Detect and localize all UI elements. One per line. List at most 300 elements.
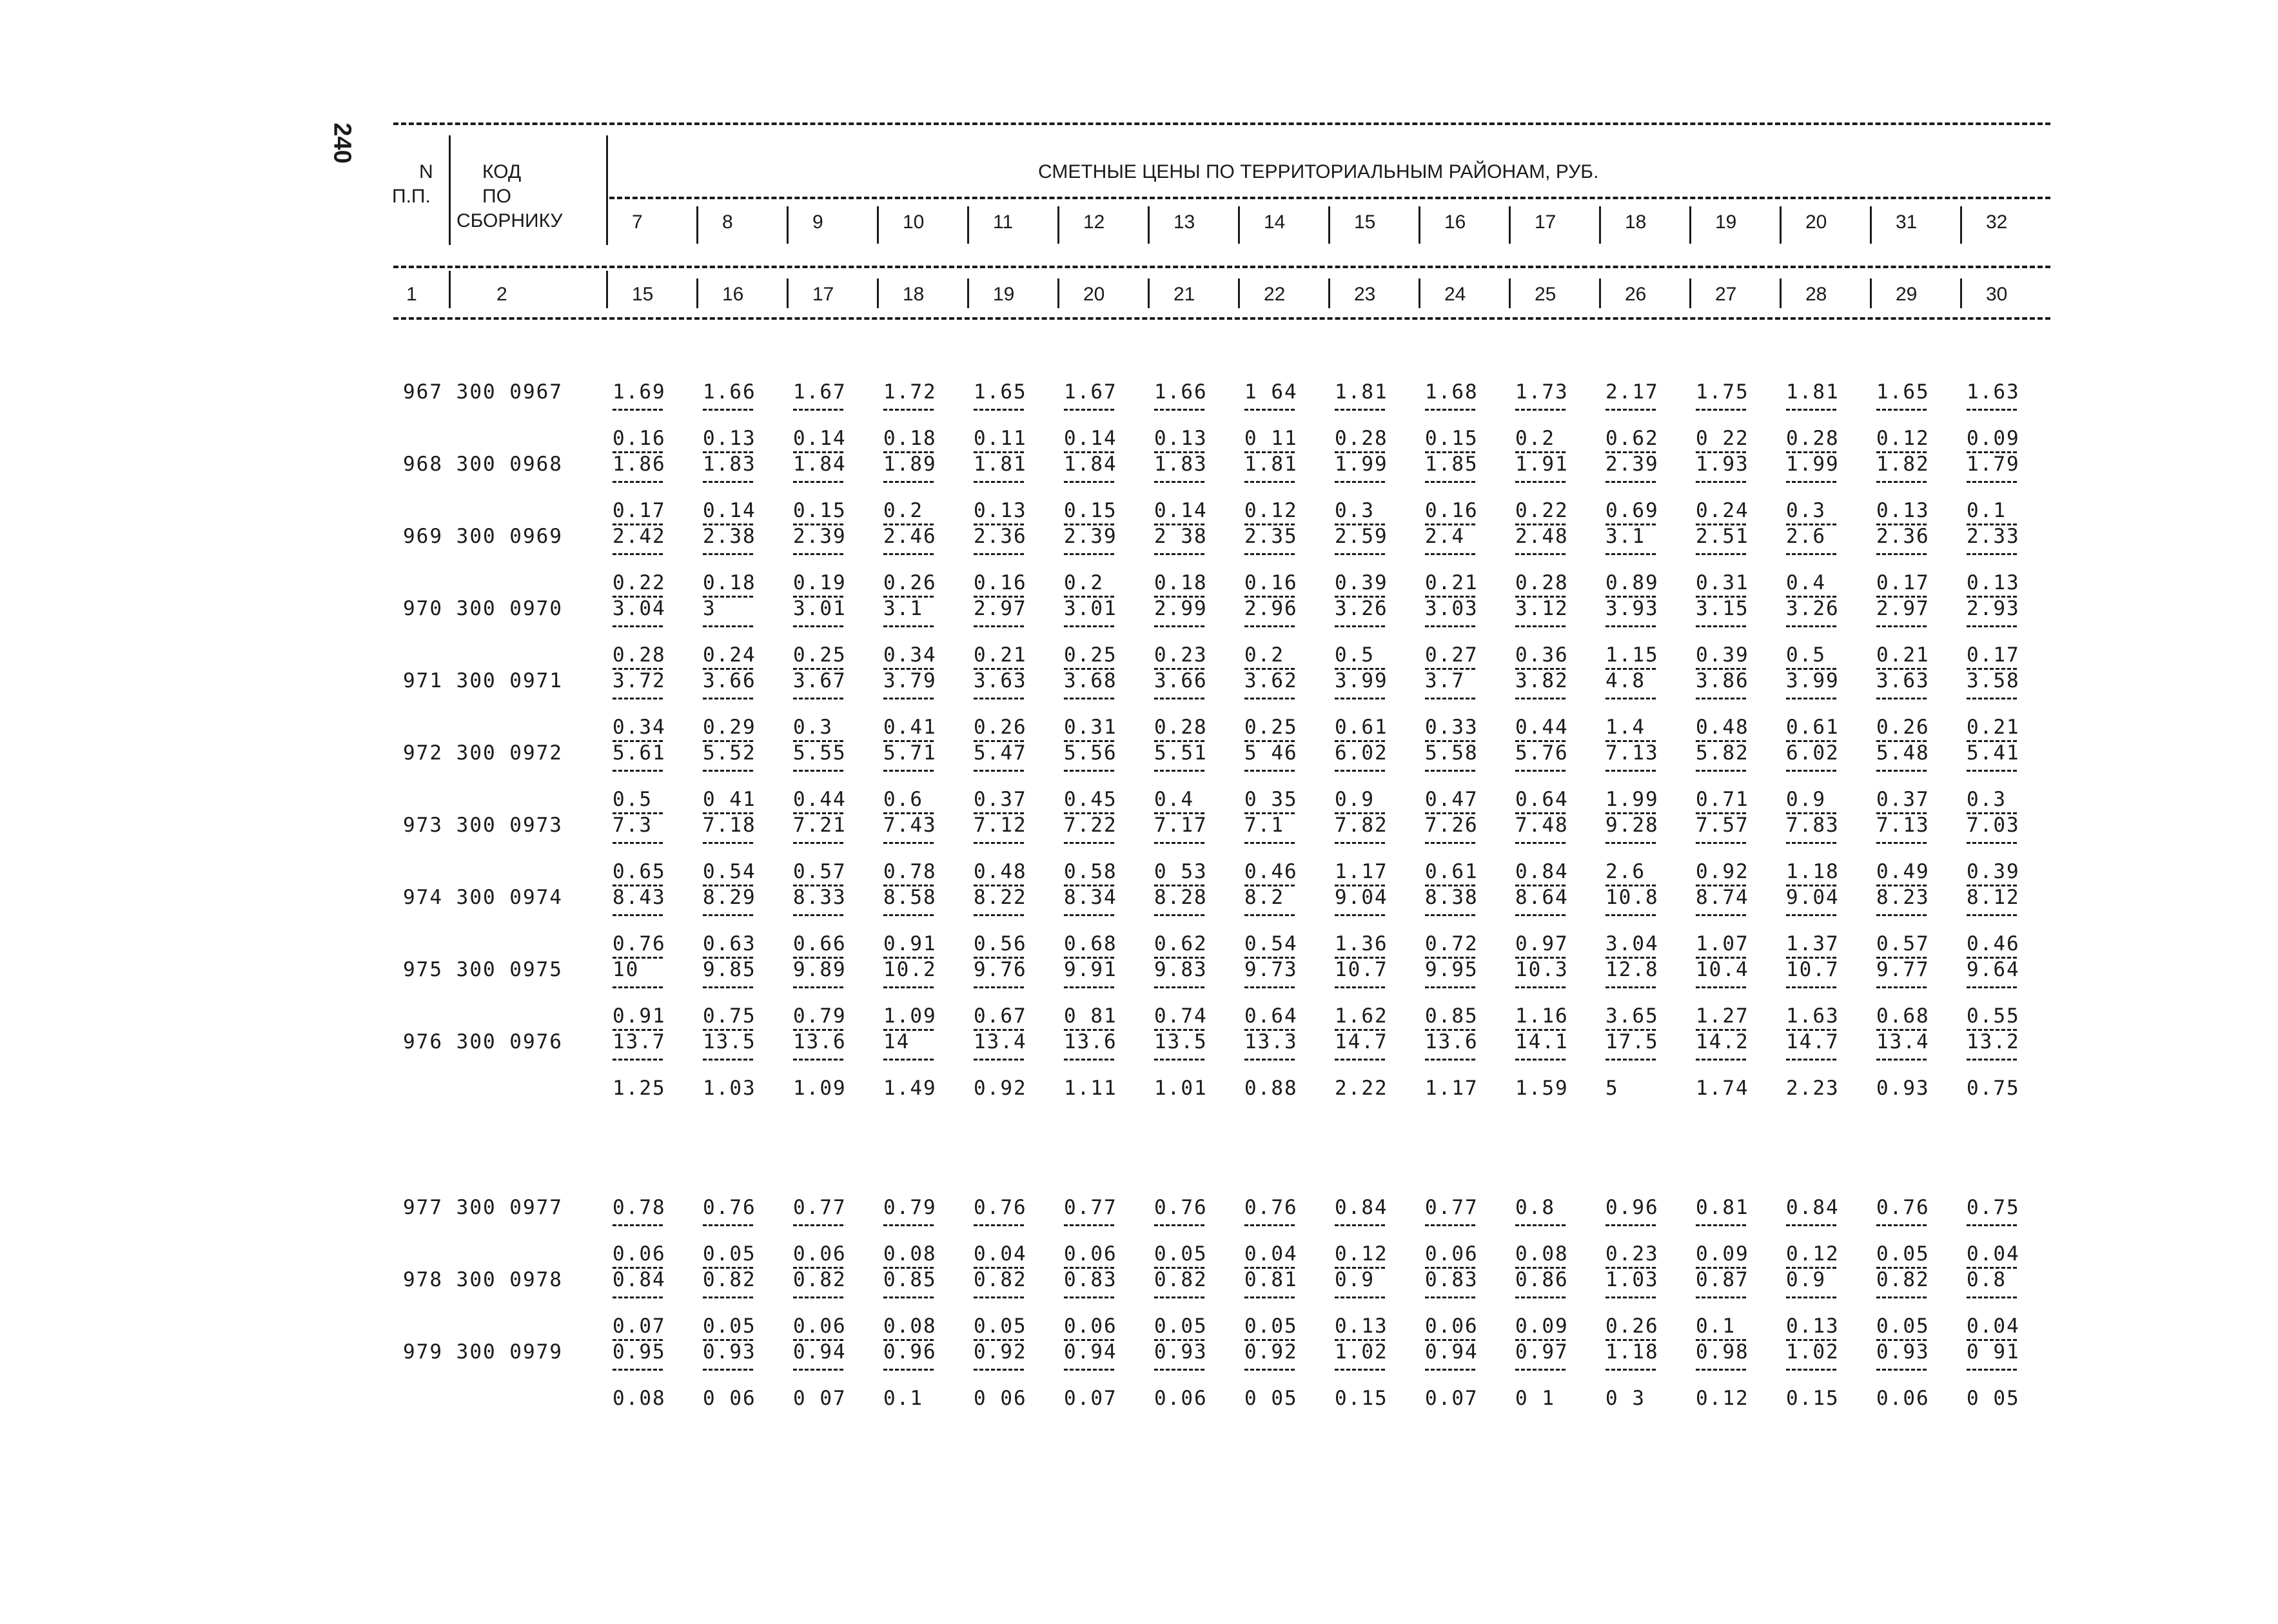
price-value: 0.18 bbox=[703, 571, 756, 594]
price-value: 0.12 bbox=[1876, 427, 1930, 450]
price-value: 0.16 bbox=[1425, 499, 1478, 522]
price-value: 0.28 bbox=[613, 643, 666, 667]
fraction-divider bbox=[883, 1224, 934, 1226]
price-value: 0.22 bbox=[1515, 499, 1569, 522]
fraction-divider bbox=[703, 553, 753, 555]
row-code-label: 972 300 0972 bbox=[403, 741, 563, 765]
fraction-divider bbox=[883, 770, 934, 772]
fraction-divider bbox=[1244, 986, 1295, 988]
fraction-divider bbox=[974, 1224, 1024, 1226]
price-value: 0.6 bbox=[883, 788, 923, 811]
price-value: 3.93 bbox=[1605, 597, 1659, 620]
price-value: 10.7 bbox=[1335, 958, 1388, 981]
header-column-index: 26 bbox=[1625, 284, 1647, 305]
price-value: 10.8 bbox=[1605, 886, 1659, 909]
price-value: 1.83 bbox=[1154, 453, 1208, 476]
fraction-divider bbox=[703, 986, 753, 988]
price-value: 0.05 bbox=[1244, 1315, 1298, 1338]
header-divider bbox=[787, 206, 789, 244]
price-value: 3.04 bbox=[1605, 932, 1659, 955]
fraction-divider bbox=[1967, 1059, 2017, 1061]
fraction-divider bbox=[703, 1369, 753, 1371]
price-value: 0.25 bbox=[1064, 643, 1117, 667]
fraction-divider bbox=[1876, 1059, 1927, 1061]
price-value: 0.77 bbox=[793, 1196, 847, 1219]
fraction-divider bbox=[974, 914, 1024, 916]
price-value: 0.48 bbox=[974, 860, 1027, 883]
price-value: 0.13 bbox=[1335, 1315, 1388, 1338]
fraction-divider bbox=[1244, 914, 1295, 916]
price-value: 1.09 bbox=[883, 1004, 937, 1028]
price-value: 2.23 bbox=[1786, 1077, 1840, 1100]
fraction-divider bbox=[1515, 1296, 1566, 1298]
price-value: 0.56 bbox=[974, 932, 1027, 955]
price-value: 0.78 bbox=[883, 860, 937, 883]
price-value: 10.2 bbox=[883, 958, 937, 981]
price-value: 1.85 bbox=[1425, 453, 1478, 476]
price-value: 0 91 bbox=[1967, 1340, 2020, 1364]
price-value: 7.82 bbox=[1335, 814, 1388, 837]
price-value: 0.68 bbox=[1876, 1004, 1930, 1028]
price-value: 0.1 bbox=[883, 1387, 923, 1410]
fraction-divider bbox=[1064, 481, 1114, 483]
price-value: 3.58 bbox=[1967, 669, 2020, 692]
fraction-divider bbox=[1154, 1296, 1204, 1298]
header-column-index: 17 bbox=[812, 284, 834, 305]
fraction-divider bbox=[974, 409, 1024, 411]
price-value: 1.82 bbox=[1876, 453, 1930, 476]
price-value: 0.8 bbox=[1967, 1268, 2007, 1291]
price-value: 5.82 bbox=[1696, 741, 1749, 765]
fraction-divider bbox=[1786, 770, 1836, 772]
price-value: 0.46 bbox=[1967, 932, 2020, 955]
fraction-divider bbox=[1876, 1369, 1927, 1371]
price-value: 13.5 bbox=[1154, 1030, 1208, 1053]
header-region-number: 19 bbox=[1715, 211, 1737, 233]
fraction-divider bbox=[883, 842, 934, 844]
price-value: 0.13 bbox=[1786, 1315, 1840, 1338]
fraction-divider bbox=[1425, 625, 1475, 627]
header-column-index: 29 bbox=[1896, 284, 1918, 305]
fraction-divider bbox=[1335, 698, 1385, 699]
header-divider bbox=[1328, 206, 1330, 244]
price-value: 0.62 bbox=[1605, 427, 1659, 450]
price-value: 0.08 bbox=[883, 1242, 937, 1266]
fraction-divider bbox=[793, 553, 843, 555]
price-value: 2.6 bbox=[1786, 525, 1826, 548]
page-number: 240 bbox=[328, 122, 356, 164]
price-value: 0.67 bbox=[974, 1004, 1027, 1028]
price-value: 0.83 bbox=[1425, 1268, 1478, 1291]
fraction-divider bbox=[1876, 625, 1927, 627]
price-value: 3.01 bbox=[1064, 597, 1117, 620]
price-value: 0.57 bbox=[793, 860, 847, 883]
price-value: 3.63 bbox=[974, 669, 1027, 692]
fraction-divider bbox=[1335, 986, 1385, 988]
fraction-divider bbox=[1876, 986, 1927, 988]
price-value: 14.1 bbox=[1515, 1030, 1569, 1053]
price-value: 0.4 bbox=[1786, 571, 1826, 594]
fraction-divider bbox=[1154, 625, 1204, 627]
fraction-divider bbox=[1064, 1369, 1114, 1371]
row-code-label: 969 300 0969 bbox=[403, 525, 563, 548]
price-value: 1.03 bbox=[703, 1077, 756, 1100]
price-value: 0.3 bbox=[1786, 499, 1826, 522]
fraction-divider bbox=[1515, 986, 1566, 988]
price-value: 2.4 bbox=[1425, 525, 1465, 548]
price-value: 0.88 bbox=[1244, 1077, 1298, 1100]
price-value: 0.04 bbox=[1967, 1315, 2020, 1338]
price-value: 7.1 bbox=[1244, 814, 1284, 837]
price-value: 0.14 bbox=[793, 427, 847, 450]
fraction-divider bbox=[1967, 1296, 2017, 1298]
price-value: 2.38 bbox=[703, 525, 756, 548]
price-value: 1.27 bbox=[1696, 1004, 1749, 1028]
price-value: 0.82 bbox=[1154, 1268, 1208, 1291]
fraction-divider bbox=[1876, 698, 1927, 699]
price-value: 0.94 bbox=[1425, 1340, 1478, 1364]
row-code-label: 975 300 0975 bbox=[403, 958, 563, 981]
price-value: 0.63 bbox=[703, 932, 756, 955]
fraction-divider bbox=[1244, 553, 1295, 555]
fraction-divider bbox=[974, 842, 1024, 844]
price-value: 0.27 bbox=[1425, 643, 1478, 667]
fraction-divider bbox=[1967, 625, 2017, 627]
price-value: 0.4 bbox=[1154, 788, 1194, 811]
header-divider bbox=[1689, 279, 1691, 308]
fraction-divider bbox=[1335, 553, 1385, 555]
fraction-divider bbox=[1515, 1059, 1566, 1061]
fraction-divider bbox=[613, 770, 663, 772]
price-value: 0.2 bbox=[883, 499, 923, 522]
fraction-divider bbox=[1786, 1296, 1836, 1298]
price-value: 0.79 bbox=[883, 1196, 937, 1219]
price-value: 3.12 bbox=[1515, 597, 1569, 620]
price-value: 8.22 bbox=[974, 886, 1027, 909]
price-value: 3.72 bbox=[613, 669, 666, 692]
fraction-divider bbox=[974, 481, 1024, 483]
price-value: 0.76 bbox=[974, 1196, 1027, 1219]
price-value: 8.64 bbox=[1515, 886, 1569, 909]
price-value: 7.21 bbox=[793, 814, 847, 837]
price-value: 13.5 bbox=[703, 1030, 756, 1053]
fraction-divider bbox=[793, 625, 843, 627]
price-value: 1.02 bbox=[1786, 1340, 1840, 1364]
price-value: 0.62 bbox=[1154, 932, 1208, 955]
price-value: 1.11 bbox=[1064, 1077, 1117, 1100]
fraction-divider bbox=[1154, 553, 1204, 555]
price-value: 7.13 bbox=[1605, 741, 1659, 765]
price-value: 1.18 bbox=[1786, 860, 1840, 883]
price-value: 0 11 bbox=[1244, 427, 1298, 450]
price-value: 1.89 bbox=[883, 453, 937, 476]
fraction-divider bbox=[1605, 770, 1656, 772]
fraction-divider bbox=[1605, 1296, 1656, 1298]
row-code-label: 974 300 0974 bbox=[403, 886, 563, 909]
fraction-divider bbox=[793, 770, 843, 772]
price-value: 0.26 bbox=[1876, 716, 1930, 739]
price-value: 0.93 bbox=[703, 1340, 756, 1364]
price-value: 0.97 bbox=[1515, 932, 1569, 955]
fraction-divider bbox=[1696, 698, 1746, 699]
price-value: 0.28 bbox=[1515, 571, 1569, 594]
price-value: 1.72 bbox=[883, 380, 937, 404]
price-value: 0.06 bbox=[1064, 1315, 1117, 1338]
price-value: 3.01 bbox=[793, 597, 847, 620]
fraction-divider bbox=[1515, 842, 1566, 844]
price-value: 0.64 bbox=[1515, 788, 1569, 811]
price-value: 1.59 bbox=[1515, 1077, 1569, 1100]
fraction-divider bbox=[793, 1296, 843, 1298]
header-column-index: 19 bbox=[993, 284, 1015, 305]
fraction-divider bbox=[703, 770, 753, 772]
header-divider bbox=[449, 135, 451, 245]
fraction-divider bbox=[1515, 770, 1566, 772]
header-column-index: 30 bbox=[1986, 284, 2008, 305]
fraction-divider bbox=[1786, 553, 1836, 555]
price-value: 0.15 bbox=[1786, 1387, 1840, 1410]
fraction-divider bbox=[1064, 625, 1114, 627]
price-value: 0.82 bbox=[703, 1268, 756, 1291]
fraction-divider bbox=[1244, 1059, 1295, 1061]
fraction-divider bbox=[1967, 481, 2017, 483]
price-value: 0.9 bbox=[1335, 1268, 1375, 1291]
price-value: 2.97 bbox=[974, 597, 1027, 620]
price-value: 10.3 bbox=[1515, 958, 1569, 981]
fraction-divider bbox=[703, 698, 753, 699]
fraction-divider bbox=[974, 553, 1024, 555]
fraction-divider bbox=[1786, 625, 1836, 627]
price-value: 0.61 bbox=[1425, 860, 1478, 883]
price-value: 3.66 bbox=[1154, 669, 1208, 692]
price-value: 8.2 bbox=[1244, 886, 1284, 909]
price-value: 1.18 bbox=[1605, 1340, 1659, 1364]
price-value: 10.4 bbox=[1696, 958, 1749, 981]
header-divider bbox=[1057, 279, 1059, 308]
price-value: 0.14 bbox=[1064, 427, 1117, 450]
price-value: 0.07 bbox=[1425, 1387, 1478, 1410]
price-value: 2.39 bbox=[793, 525, 847, 548]
price-value: 0.06 bbox=[1064, 1242, 1117, 1266]
price-value: 5.71 bbox=[883, 741, 937, 765]
price-value: 0 35 bbox=[1244, 788, 1298, 811]
fraction-divider bbox=[1064, 1059, 1114, 1061]
fraction-divider bbox=[1967, 553, 2017, 555]
price-value: 0.39 bbox=[1696, 643, 1749, 667]
price-value: 6.02 bbox=[1786, 741, 1840, 765]
fraction-divider bbox=[883, 914, 934, 916]
header-n: N bbox=[419, 161, 433, 182]
header-code-line2: ПО bbox=[482, 186, 511, 207]
fraction-divider bbox=[1425, 409, 1475, 411]
price-value: 1.65 bbox=[1876, 380, 1930, 404]
price-value: 0.89 bbox=[1605, 571, 1659, 594]
price-value: 1.25 bbox=[613, 1077, 666, 1100]
price-value: 5.56 bbox=[1064, 741, 1117, 765]
price-value: 0.55 bbox=[1967, 1004, 2020, 1028]
row-code-label: 971 300 0971 bbox=[403, 669, 563, 692]
price-value: 0.77 bbox=[1425, 1196, 1478, 1219]
price-value: 0.16 bbox=[974, 571, 1027, 594]
price-value: 1.01 bbox=[1154, 1077, 1208, 1100]
price-value: 0.17 bbox=[1967, 643, 2020, 667]
fraction-divider bbox=[1335, 1369, 1385, 1371]
fraction-divider bbox=[974, 1296, 1024, 1298]
fraction-divider bbox=[1425, 553, 1475, 555]
price-value: 0.86 bbox=[1515, 1268, 1569, 1291]
price-value: 1.93 bbox=[1696, 453, 1749, 476]
fraction-divider bbox=[1605, 1059, 1656, 1061]
price-value: 0.84 bbox=[1786, 1196, 1840, 1219]
price-value: 1.66 bbox=[1154, 380, 1208, 404]
price-value: 5 bbox=[1605, 1077, 1619, 1100]
price-value: 2.93 bbox=[1967, 597, 2020, 620]
fraction-divider bbox=[883, 1369, 934, 1371]
fraction-divider bbox=[1696, 770, 1746, 772]
price-value: 1.67 bbox=[793, 380, 847, 404]
header-region-number: 18 bbox=[1625, 211, 1647, 233]
price-value: 0.21 bbox=[1876, 643, 1930, 667]
price-value: 0.87 bbox=[1696, 1268, 1749, 1291]
fraction-divider bbox=[1786, 986, 1836, 988]
price-value: 0.05 bbox=[1154, 1242, 1208, 1266]
header-title: СМЕТНЫЕ ЦЕНЫ ПО ТЕРРИТОРИАЛЬНЫМ РАЙОНАМ, РУБ. bbox=[1038, 161, 1599, 182]
fraction-divider bbox=[1605, 1224, 1656, 1226]
fraction-divider bbox=[1244, 770, 1295, 772]
fraction-divider bbox=[613, 409, 663, 411]
price-value: 0.09 bbox=[1515, 1315, 1569, 1338]
header-column-index: 18 bbox=[903, 284, 925, 305]
fraction-divider bbox=[1876, 1296, 1927, 1298]
fraction-divider bbox=[1696, 1224, 1746, 1226]
price-value: 0.41 bbox=[883, 716, 937, 739]
price-value: 0.91 bbox=[613, 1004, 666, 1028]
fraction-divider bbox=[1335, 1224, 1385, 1226]
fraction-divider bbox=[1515, 625, 1566, 627]
price-value: 0.3 bbox=[1335, 499, 1375, 522]
price-value: 14.7 bbox=[1335, 1030, 1388, 1053]
price-value: 0.06 bbox=[1425, 1315, 1478, 1338]
price-value: 0.09 bbox=[1967, 427, 2020, 450]
fraction-divider bbox=[1515, 1369, 1566, 1371]
price-value: 1.69 bbox=[613, 380, 666, 404]
price-value: 0.68 bbox=[1064, 932, 1117, 955]
header-region-number: 9 bbox=[812, 211, 823, 233]
price-value: 0.1 bbox=[1696, 1315, 1736, 1338]
price-value: 0.06 bbox=[1425, 1242, 1478, 1266]
price-value: 9.95 bbox=[1425, 958, 1478, 981]
price-value: 0.76 bbox=[1244, 1196, 1298, 1219]
fraction-divider bbox=[1876, 481, 1927, 483]
price-value: 0 07 bbox=[793, 1387, 847, 1410]
price-value: 0.04 bbox=[974, 1242, 1027, 1266]
price-value: 5.48 bbox=[1876, 741, 1930, 765]
price-value: 1.75 bbox=[1696, 380, 1749, 404]
price-value: 0.81 bbox=[1696, 1196, 1749, 1219]
price-value: 5.76 bbox=[1515, 741, 1569, 765]
fraction-divider bbox=[1876, 409, 1927, 411]
fraction-divider bbox=[1696, 409, 1746, 411]
price-value: 10 bbox=[613, 958, 640, 981]
price-value: 0.15 bbox=[1335, 1387, 1388, 1410]
price-value: 3.04 bbox=[613, 597, 666, 620]
price-value: 0.54 bbox=[1244, 932, 1298, 955]
fraction-divider bbox=[1696, 986, 1746, 988]
price-value: 0.58 bbox=[1064, 860, 1117, 883]
price-value: 5.41 bbox=[1967, 741, 2020, 765]
header-divider bbox=[1419, 206, 1420, 244]
price-value: 0.93 bbox=[1876, 1077, 1930, 1100]
price-value: 0.11 bbox=[974, 427, 1027, 450]
price-value: 1.17 bbox=[1335, 860, 1388, 883]
header-region-number: 16 bbox=[1444, 211, 1466, 233]
header-region-number: 10 bbox=[903, 211, 925, 233]
price-value: 3.99 bbox=[1335, 669, 1388, 692]
price-value: 0.76 bbox=[703, 1196, 756, 1219]
price-value: 8.33 bbox=[793, 886, 847, 909]
price-value: 5.52 bbox=[703, 741, 756, 765]
price-value: 4.8 bbox=[1605, 669, 1645, 692]
price-value: 0.72 bbox=[1425, 932, 1478, 955]
fraction-divider bbox=[1786, 914, 1836, 916]
header-divider bbox=[1870, 206, 1872, 244]
price-value: 9.77 bbox=[1876, 958, 1930, 981]
price-value: 0.05 bbox=[1876, 1242, 1930, 1266]
price-value: 0.24 bbox=[703, 643, 756, 667]
price-value: 0.5 bbox=[1786, 643, 1826, 667]
price-value: 8.34 bbox=[1064, 886, 1117, 909]
fraction-divider bbox=[1605, 698, 1656, 699]
price-value: 0 05 bbox=[1967, 1387, 2020, 1410]
price-value: 2.51 bbox=[1696, 525, 1749, 548]
fraction-divider bbox=[793, 986, 843, 988]
fraction-divider bbox=[1244, 698, 1295, 699]
row-code-label: 979 300 0979 bbox=[403, 1340, 563, 1364]
header-divider bbox=[696, 279, 698, 308]
fraction-divider bbox=[1244, 409, 1295, 411]
price-value: 3.66 bbox=[703, 669, 756, 692]
header-divider bbox=[1780, 279, 1782, 308]
price-value: 0.45 bbox=[1064, 788, 1117, 811]
price-value: 0.57 bbox=[1876, 932, 1930, 955]
price-value: 0.18 bbox=[1154, 571, 1208, 594]
price-value: 0.17 bbox=[1876, 571, 1930, 594]
header-column-index: 28 bbox=[1805, 284, 1827, 305]
fraction-divider bbox=[1515, 914, 1566, 916]
price-value: 0.92 bbox=[974, 1077, 1027, 1100]
price-value: 0.81 bbox=[1244, 1268, 1298, 1291]
price-value: 1.83 bbox=[703, 453, 756, 476]
fraction-divider bbox=[1515, 553, 1566, 555]
price-value: 0.93 bbox=[1876, 1340, 1930, 1364]
price-value: 3.15 bbox=[1696, 597, 1749, 620]
fraction-divider bbox=[974, 698, 1024, 699]
price-value: 1.02 bbox=[1335, 1340, 1388, 1364]
price-value: 1.74 bbox=[1696, 1077, 1749, 1100]
price-value: 0.39 bbox=[1967, 860, 2020, 883]
fraction-divider bbox=[1786, 1224, 1836, 1226]
price-value: 0.15 bbox=[1064, 499, 1117, 522]
price-value: 0.12 bbox=[1335, 1242, 1388, 1266]
price-value: 1.81 bbox=[1244, 453, 1298, 476]
header-divider bbox=[606, 135, 608, 245]
price-value: 13.7 bbox=[613, 1030, 666, 1053]
fraction-divider bbox=[793, 481, 843, 483]
fraction-divider bbox=[1605, 986, 1656, 988]
price-value: 2.96 bbox=[1244, 597, 1298, 620]
fraction-divider bbox=[613, 986, 663, 988]
price-value: 0.05 bbox=[1154, 1315, 1208, 1338]
